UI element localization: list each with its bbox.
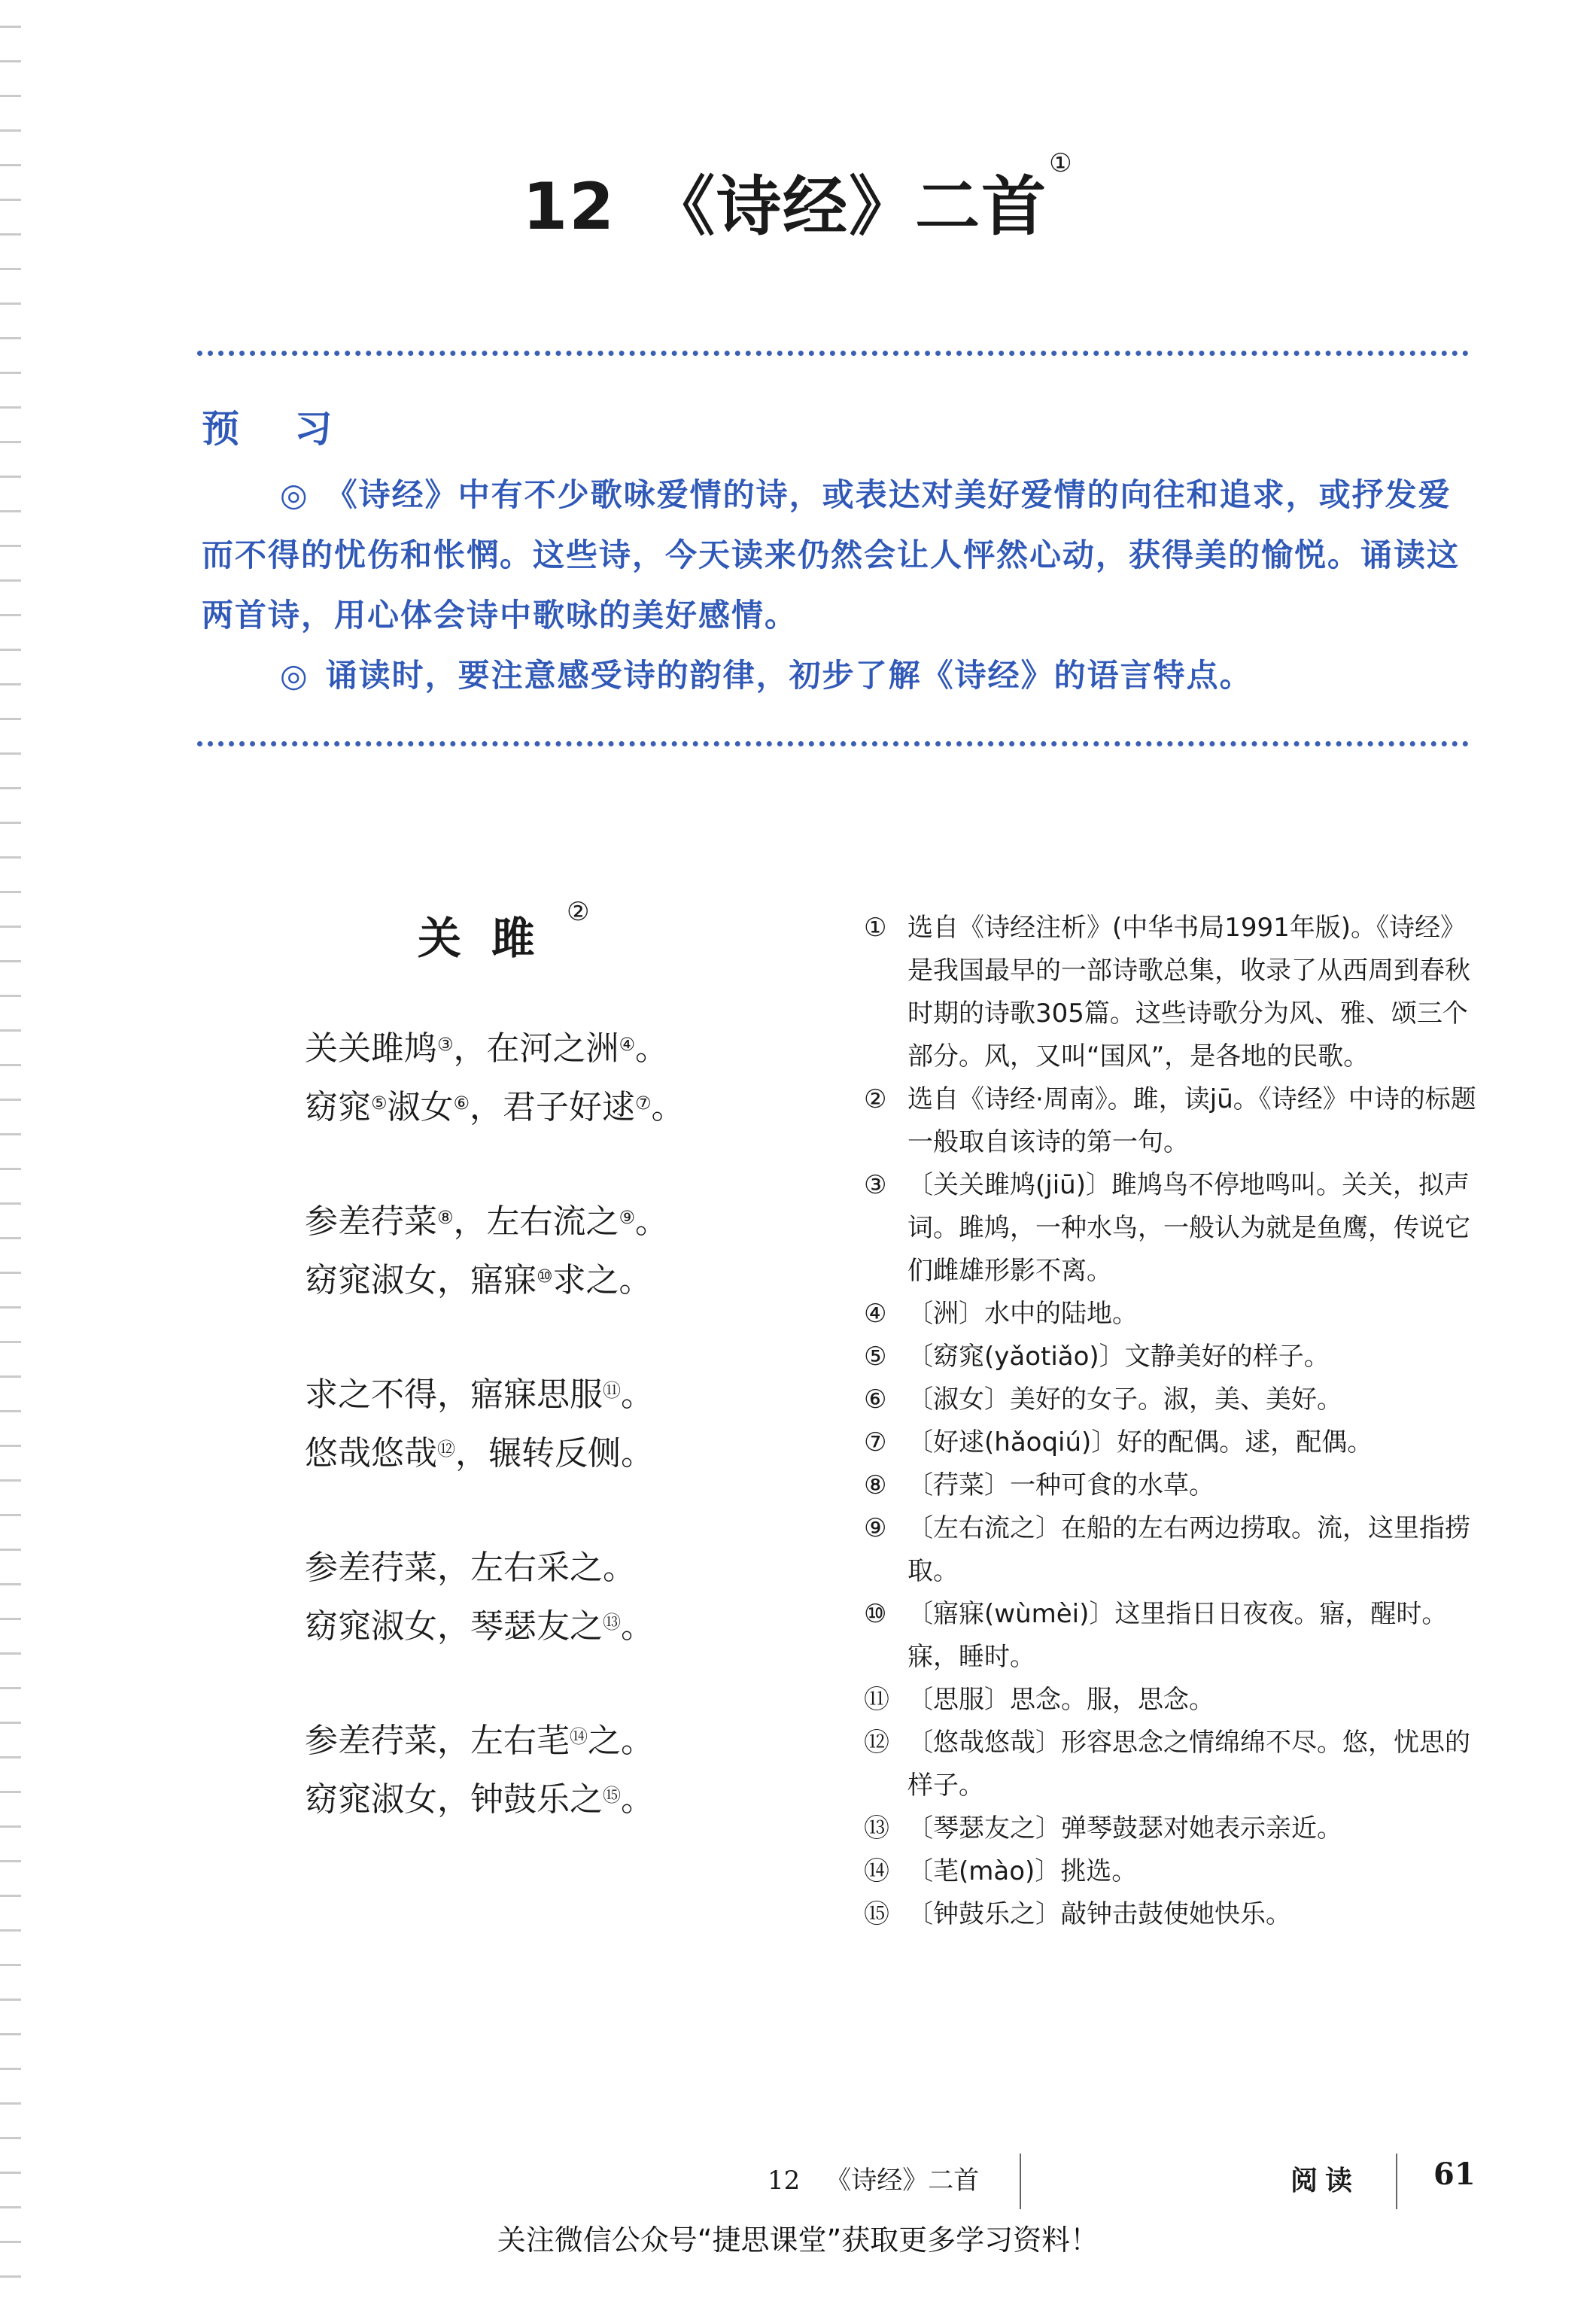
preview-paragraph-2: ◎ 诵读时，要注意感受诗的韵律，初步了解《诗经》的语言特点。 bbox=[280, 657, 1253, 694]
footnote-item bbox=[864, 1464, 1481, 1507]
footnote-mark: ⑦ bbox=[635, 1093, 652, 1114]
footnote-text: 〔窈窕(yǎotiǎo)〕文静美好的样子。 bbox=[907, 1342, 1330, 1372]
footnote-item bbox=[864, 1807, 1481, 1850]
page-binding-edge bbox=[0, 0, 21, 2301]
footnote-mark: ⑥ bbox=[453, 1093, 470, 1114]
poem-title bbox=[418, 897, 590, 966]
poem-text: 参差荇菜 bbox=[305, 1202, 437, 1241]
poem-line bbox=[305, 1251, 831, 1310]
footnote-mark: ⑩ bbox=[537, 1266, 553, 1287]
footnote-item bbox=[864, 1893, 1481, 1936]
footnote-mark: ④ bbox=[619, 1034, 636, 1055]
poem-text: 求之不得，寤寐思服 bbox=[305, 1375, 603, 1414]
poem-line bbox=[305, 1597, 831, 1656]
footnote-number: ⑫ bbox=[864, 1728, 889, 1758]
lesson-number: 12 bbox=[522, 169, 616, 245]
footnote-number: ④ bbox=[864, 1299, 887, 1329]
footnote-number: ⑭ bbox=[864, 1856, 889, 1886]
footnote-mark: ⑬ bbox=[603, 1612, 621, 1633]
poem-text: 。 bbox=[651, 1088, 685, 1126]
footer-divider bbox=[1020, 2154, 1021, 2209]
footnote-item bbox=[864, 1336, 1481, 1378]
footer-lesson-title bbox=[768, 2160, 979, 2196]
poem-text: 参差荇菜，左右采之。 bbox=[305, 1549, 636, 1587]
poem-title-note-mark: ② bbox=[567, 897, 590, 927]
footer-section-label: 阅读 bbox=[1290, 2166, 1360, 2196]
footnote-text: 选自《诗经·周南》。雎，读jū。《诗经》中诗的标题一般取自该诗的第一句。 bbox=[907, 1084, 1476, 1157]
poem-line bbox=[305, 1424, 831, 1483]
footnote-number: ⑥ bbox=[864, 1385, 887, 1415]
poem-text: 窈窕淑女，钟鼓乐之 bbox=[305, 1780, 603, 1819]
poem-text: 窈窕淑女，琴瑟友之 bbox=[305, 1607, 603, 1646]
poem-text: 。 bbox=[635, 1202, 669, 1241]
footnote-text: 〔琴瑟友之〕弹琴鼓瑟对她表示亲近。 bbox=[907, 1813, 1342, 1844]
poem-text: ，在河之洲 bbox=[453, 1029, 619, 1068]
poem-text: 。 bbox=[621, 1607, 654, 1646]
poem-text: 。 bbox=[621, 1375, 654, 1414]
footnote-text: 〔淑女〕美好的女子。淑，美、美好。 bbox=[907, 1385, 1342, 1415]
footnote-mark: ⑤ bbox=[371, 1093, 388, 1114]
lesson-title-text: 《诗经》二首 bbox=[650, 169, 1048, 245]
footnote-number: ③ bbox=[864, 1170, 887, 1200]
footnote-text: 〔洲〕水中的陆地。 bbox=[907, 1299, 1138, 1329]
footnote-text: 〔思服〕思念。服，思念。 bbox=[907, 1685, 1214, 1715]
poem-text: ，左右流之 bbox=[453, 1202, 619, 1241]
footnote-number: ⑮ bbox=[864, 1899, 889, 1929]
footnote-number: ① bbox=[864, 913, 887, 943]
poem-stanza bbox=[305, 1539, 831, 1656]
footnote-item bbox=[864, 1593, 1481, 1679]
poem-line bbox=[305, 1078, 831, 1137]
footnote-mark: ⑪ bbox=[603, 1380, 621, 1401]
footnote-mark: ⑨ bbox=[619, 1207, 636, 1228]
footnote-item bbox=[864, 1078, 1481, 1164]
poem-line bbox=[305, 1020, 831, 1078]
poem-stanza bbox=[305, 1193, 831, 1310]
footnote-mark: ⑫ bbox=[437, 1439, 455, 1460]
poem-text: ，君子好逑 bbox=[470, 1088, 636, 1126]
poem-text: 之。 bbox=[588, 1722, 654, 1760]
poem-line bbox=[305, 1712, 831, 1771]
footnote-item bbox=[864, 907, 1481, 1078]
footnote-text: 〔芼(mào)〕挑选。 bbox=[907, 1856, 1138, 1886]
poem-text: 窈窕淑女，寤寐 bbox=[305, 1261, 537, 1299]
footnote-text: 〔荇菜〕一种可食的水草。 bbox=[907, 1470, 1214, 1500]
footer-divider bbox=[1396, 2154, 1397, 2209]
footnote-item bbox=[864, 1378, 1481, 1421]
footnote-text: 〔关关雎鸠(jiū)〕雎鸠鸟不停地鸣叫。关关，拟声词。雎鸠，一种水鸟，一般认为就是鱼鹰，传说它们雌雄形影不离。 bbox=[907, 1170, 1470, 1286]
watermark-text: 关注微信公众号“捷思课堂”获取更多学习资料！ bbox=[497, 2223, 1099, 2257]
lesson-title bbox=[0, 148, 1596, 248]
preview-box bbox=[202, 399, 1473, 706]
poem-line bbox=[305, 1771, 831, 1829]
footnote-mark: ③ bbox=[437, 1034, 454, 1055]
footnote-text: 〔钟鼓乐之〕敲钟击鼓使她快乐。 bbox=[907, 1899, 1291, 1929]
footnote-item bbox=[864, 1722, 1481, 1807]
footnote-number: ⑬ bbox=[864, 1813, 889, 1844]
bullet-icon: ◎ bbox=[280, 476, 309, 513]
preview-bottom-divider bbox=[197, 741, 1469, 746]
poem-text: 求之。 bbox=[552, 1261, 652, 1299]
footnote-text: 〔寤寐(wùmèi)〕这里指日日夜夜。寤，醒时。寐，睡时。 bbox=[907, 1599, 1448, 1672]
page-number: 61 bbox=[1433, 2157, 1476, 2192]
footnote-text: 〔好逑(hǎoqiú)〕好的配偶。逑，配偶。 bbox=[907, 1427, 1373, 1458]
poem-text: 淑女 bbox=[387, 1088, 454, 1126]
footnote-item bbox=[864, 1164, 1481, 1293]
poem-text: 。 bbox=[621, 1780, 654, 1819]
poem-line bbox=[305, 1539, 831, 1597]
poem-text: 。 bbox=[635, 1029, 669, 1068]
preview-paragraph-1: ◎ 《诗经》中有不少歌咏爱情的诗，或表达对美好爱情的向往和追求，或抒发爱而不得的忧伤和怅惘。这些诗，今天读来仍然会让人怦然心动，获得美的愉悦。诵读这两首诗，用心体会诗中歌咏的美好感情。 bbox=[202, 476, 1461, 634]
poem-stanza bbox=[305, 1020, 831, 1137]
footnote-mark: ⑭ bbox=[570, 1726, 588, 1747]
poem-text: 悠哉悠哉 bbox=[305, 1434, 437, 1473]
footnote-item bbox=[864, 1850, 1481, 1893]
poem-text: 关关雎鸠 bbox=[305, 1029, 437, 1068]
footnote-number: ⑧ bbox=[864, 1470, 887, 1500]
poem-line bbox=[305, 1193, 831, 1251]
bullet-icon: ◎ bbox=[280, 657, 309, 694]
footnote-mark: ⑮ bbox=[603, 1785, 621, 1806]
preview-top-divider bbox=[197, 351, 1469, 356]
footnote-item bbox=[864, 1293, 1481, 1336]
footnote-number: ⑨ bbox=[864, 1513, 887, 1543]
footnote-text: 〔悠哉悠哉〕形容思念之情绵绵不尽。悠，忧思的样子。 bbox=[907, 1728, 1470, 1801]
poem-text: 窈窕 bbox=[305, 1088, 371, 1126]
poem-body bbox=[305, 1020, 831, 1885]
footnote-number: ⑦ bbox=[864, 1427, 887, 1458]
poem-text: ，辗转反侧。 bbox=[455, 1434, 654, 1473]
poem-line bbox=[305, 1366, 831, 1424]
poem-stanza bbox=[305, 1366, 831, 1483]
preview-heading: 预 习 bbox=[202, 406, 354, 451]
poem-title-text: 关雎 bbox=[418, 913, 566, 964]
footnote-item bbox=[864, 1421, 1481, 1464]
footnote-item bbox=[864, 1679, 1481, 1722]
footer-lesson-number: 12 bbox=[768, 2166, 801, 2196]
poem-stanza bbox=[305, 1712, 831, 1829]
footnote-text: 〔左右流之〕在船的左右两边捞取。流，这里指捞取。 bbox=[907, 1513, 1470, 1586]
lesson-title-note-mark: ① bbox=[1049, 148, 1074, 178]
footnote-item bbox=[864, 1507, 1481, 1593]
footnote-mark: ⑧ bbox=[437, 1207, 454, 1228]
footer-lesson-title-text: 《诗经》二首 bbox=[825, 2166, 980, 2196]
poem-text: 参差荇菜，左右芼 bbox=[305, 1722, 570, 1760]
footnote-number: ⑩ bbox=[864, 1599, 887, 1629]
footnote-number: ⑪ bbox=[864, 1685, 889, 1715]
footnote-number: ② bbox=[864, 1084, 887, 1114]
footnote-number: ⑤ bbox=[864, 1342, 887, 1372]
footnotes bbox=[864, 907, 1481, 1936]
footnote-text: 选自《诗经注析》(中华书局1991年版)。《诗经》是我国最早的一部诗歌总集，收录了从西周到春秋时期的诗歌305篇。这些诗歌分为风、雅、颂三个部分。风，又叫“国风”，是各地的民歌。 bbox=[907, 913, 1470, 1071]
